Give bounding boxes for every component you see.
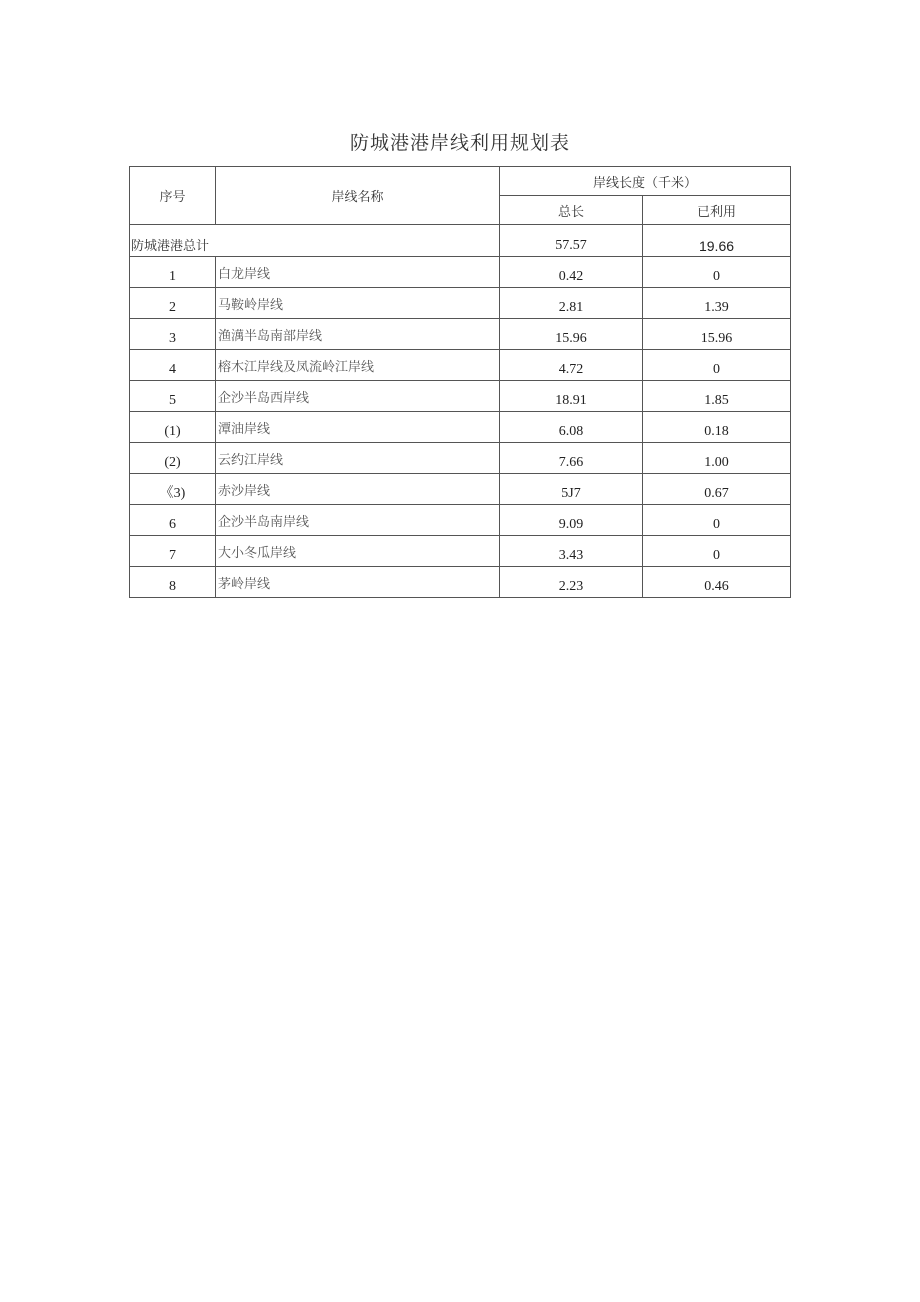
- row-shoreline-name: 茅岭岸线: [216, 567, 500, 598]
- total-row: [130, 225, 791, 257]
- row-serial-no: 8: [130, 567, 216, 598]
- header-row-1: [130, 167, 791, 196]
- row-total-length: 0.42: [500, 257, 643, 288]
- table-row: [130, 381, 791, 412]
- row-shoreline-name: 大小冬瓜岸线: [216, 536, 500, 567]
- row-used-length: 15.96: [643, 319, 791, 350]
- row-total-length: 3.43: [500, 536, 643, 567]
- row-serial-no: 3: [130, 319, 216, 350]
- row-shoreline-name: 企沙半岛南岸线: [216, 505, 500, 536]
- total-length-value: 57.57: [500, 225, 643, 257]
- row-serial-no: 1: [130, 257, 216, 288]
- row-total-length: 5J7: [500, 474, 643, 505]
- table-row: [130, 443, 791, 474]
- table-row: [130, 536, 791, 567]
- table-row: [130, 257, 791, 288]
- row-shoreline-name: 白龙岸线: [216, 257, 500, 288]
- header-used-length: 已利用: [643, 196, 791, 225]
- table-row: [130, 350, 791, 381]
- row-total-length: 9.09: [500, 505, 643, 536]
- row-total-length: 2.23: [500, 567, 643, 598]
- row-serial-no: 4: [130, 350, 216, 381]
- row-total-length: 7.66: [500, 443, 643, 474]
- table-body: [130, 257, 791, 598]
- row-used-length: 1.00: [643, 443, 791, 474]
- row-total-length: 18.91: [500, 381, 643, 412]
- table-row: [130, 288, 791, 319]
- row-shoreline-name: 渔澫半岛南部岸线: [216, 319, 500, 350]
- row-serial-no: (2): [130, 443, 216, 474]
- row-used-length: 0.67: [643, 474, 791, 505]
- row-serial-no: 7: [130, 536, 216, 567]
- row-used-length: 0: [643, 536, 791, 567]
- row-total-length: 15.96: [500, 319, 643, 350]
- row-total-length: 6.08: [500, 412, 643, 443]
- header-serial-no: 序号: [130, 167, 216, 225]
- row-serial-no: 2: [130, 288, 216, 319]
- table-row: [130, 319, 791, 350]
- row-shoreline-name: 赤沙岸线: [216, 474, 500, 505]
- row-serial-no: 6: [130, 505, 216, 536]
- row-used-length: 0.18: [643, 412, 791, 443]
- header-total-length: 总长: [500, 196, 643, 225]
- row-used-length: 1.39: [643, 288, 791, 319]
- header-shoreline-length: 岸线长度（千米）: [500, 167, 791, 196]
- row-shoreline-name: 企沙半岛西岸线: [216, 381, 500, 412]
- row-total-length: 2.81: [500, 288, 643, 319]
- row-shoreline-name: 潭油岸线: [216, 412, 500, 443]
- row-shoreline-name: 榕木江岸线及凤流岭江岸线: [216, 350, 500, 381]
- row-shoreline-name: 马鞍岭岸线: [216, 288, 500, 319]
- table-row: [130, 412, 791, 443]
- total-label: 防城港港总计: [130, 225, 500, 257]
- shoreline-plan-table: [129, 166, 791, 598]
- row-serial-no: 5: [130, 381, 216, 412]
- document-title: 防城港港岸线利用规划表: [349, 132, 570, 154]
- row-used-length: 0.46: [643, 567, 791, 598]
- total-used-value: 19.66: [643, 225, 791, 257]
- row-shoreline-name: 云约江岸线: [216, 443, 500, 474]
- row-used-length: 0: [643, 257, 791, 288]
- row-used-length: 0: [643, 350, 791, 381]
- row-serial-no: 《3): [130, 474, 216, 505]
- table-row: [130, 505, 791, 536]
- row-serial-no: (1): [130, 412, 216, 443]
- row-total-length: 4.72: [500, 350, 643, 381]
- row-used-length: 0: [643, 505, 791, 536]
- row-used-length: 1.85: [643, 381, 791, 412]
- table-row: [130, 474, 791, 505]
- header-shoreline-name: 岸线名称: [216, 167, 500, 225]
- table-row: [130, 567, 791, 598]
